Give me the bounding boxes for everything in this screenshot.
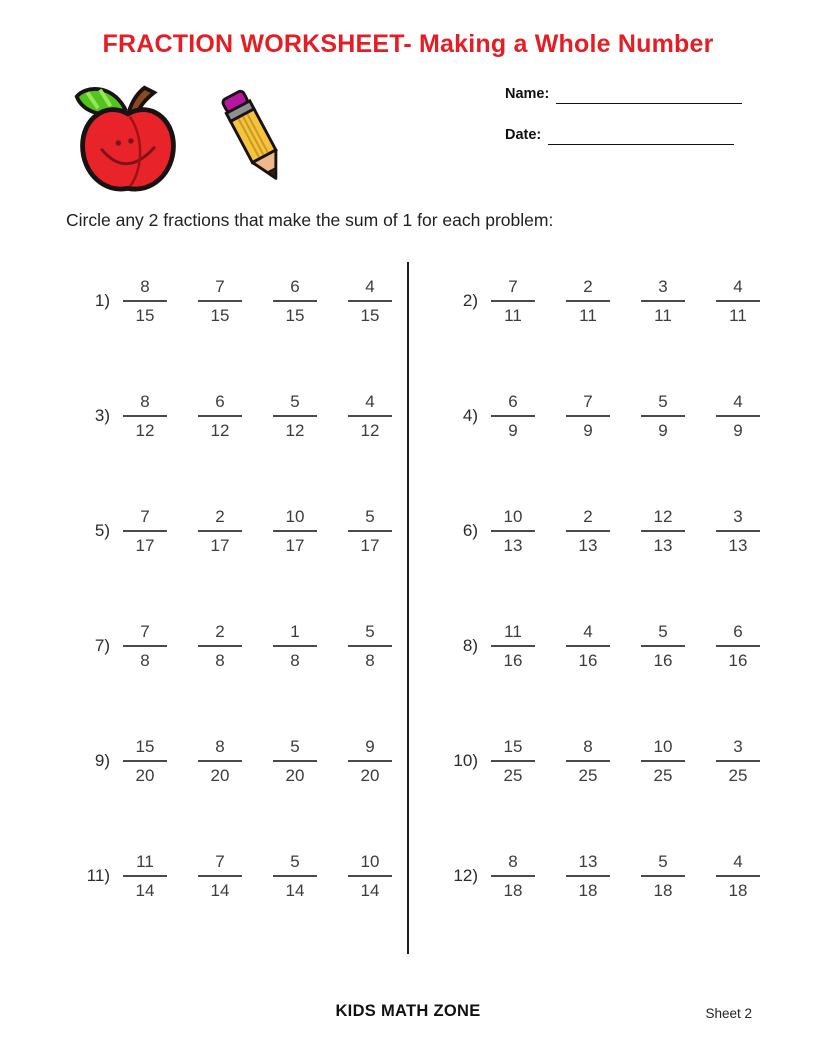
fraction-numerator: 12 [641,507,685,532]
fraction-denominator: 18 [653,880,673,900]
fraction[interactable] [123,507,167,555]
problem-number: 4) [462,406,478,425]
fraction-numerator: 8 [123,392,167,417]
fraction-denominator: 13 [728,535,748,555]
fraction-denominator: 11 [579,305,597,325]
fraction-denominator: 20 [285,765,305,785]
fraction-denominator: 20 [360,765,380,785]
fraction-numerator: 5 [273,737,317,762]
fraction-denominator: 25 [728,765,748,785]
fraction[interactable] [491,277,535,325]
problem-10 [432,732,760,790]
fraction-numerator: 15 [123,737,167,762]
fraction-numerator: 6 [491,392,535,417]
name-label: Name: [505,86,550,102]
fraction-numerator: 2 [198,507,242,532]
problem-number: 10) [453,751,478,770]
fraction-numerator: 7 [566,392,610,417]
problem-2 [432,272,760,330]
fraction-denominator: 8 [140,650,150,670]
fraction-denominator: 17 [135,535,155,555]
fraction-denominator: 9 [508,420,518,440]
fraction-numerator: 10 [273,507,317,532]
fraction-numerator: 13 [566,852,610,877]
fraction-numerator: 8 [198,737,242,762]
fraction[interactable] [641,622,685,670]
problem-7 [64,617,392,675]
fraction-numerator: 2 [566,507,610,532]
problem-3 [64,387,392,445]
fraction-numerator: 4 [716,277,760,302]
fraction-denominator: 15 [285,305,305,325]
apple-icon [68,82,188,198]
fraction-denominator: 18 [728,880,748,900]
fraction[interactable] [348,852,392,900]
fraction-numerator: 11 [491,622,535,647]
fraction[interactable] [273,277,317,325]
fraction[interactable] [491,392,535,440]
fraction[interactable] [641,277,685,325]
fraction[interactable] [123,392,167,440]
date-label: Date: [505,127,542,143]
problem-number: 3) [94,406,110,425]
fraction-numerator: 5 [348,622,392,647]
fraction[interactable] [348,507,392,555]
problem-number: 11) [86,866,110,885]
fraction-denominator: 16 [503,650,523,670]
fraction-denominator: 18 [503,880,523,900]
fraction-denominator: 18 [578,880,598,900]
fraction[interactable] [273,622,317,670]
pencil-icon [200,84,308,192]
fraction[interactable] [716,622,760,670]
fraction-denominator: 16 [728,650,748,670]
problem-11 [64,847,392,905]
fraction[interactable] [716,277,760,325]
fraction-numerator: 7 [198,277,242,302]
fraction-denominator: 16 [578,650,598,670]
brand-text: KIDS MATH ZONE [335,1002,481,1020]
fraction[interactable] [491,852,535,900]
fraction-numerator: 4 [716,392,760,417]
fraction-numerator: 4 [348,392,392,417]
fraction-numerator: 8 [566,737,610,762]
fraction[interactable] [348,392,392,440]
fraction-denominator: 11 [654,305,672,325]
fraction[interactable] [198,507,242,555]
fraction[interactable] [716,392,760,440]
fraction-numerator: 7 [198,852,242,877]
fraction-denominator: 12 [285,420,305,440]
fraction-denominator: 14 [135,880,155,900]
fraction-denominator: 15 [360,305,380,325]
fraction-denominator: 15 [135,305,155,325]
problem-number: 7) [94,636,110,655]
fraction[interactable] [716,507,760,555]
fraction-denominator: 25 [653,765,673,785]
fraction-denominator: 20 [210,765,230,785]
fraction[interactable] [641,852,685,900]
fraction-denominator: 16 [653,650,673,670]
fraction-numerator: 11 [123,852,167,877]
fraction[interactable] [198,277,242,325]
date-input-line[interactable] [548,127,734,145]
fraction[interactable] [641,392,685,440]
fraction[interactable] [123,852,167,900]
fraction[interactable] [198,622,242,670]
fraction[interactable] [491,622,535,670]
fraction[interactable] [348,737,392,785]
fraction-denominator: 25 [578,765,598,785]
fraction-numerator: 4 [566,622,610,647]
header-fields [505,86,742,145]
fraction[interactable] [123,622,167,670]
fraction[interactable] [198,852,242,900]
problem-number: 5) [94,521,110,540]
fraction-denominator: 13 [578,535,598,555]
fraction[interactable] [123,277,167,325]
fraction-numerator: 6 [198,392,242,417]
fraction[interactable] [198,737,242,785]
fraction-denominator: 13 [503,535,523,555]
fraction[interactable] [566,392,610,440]
fraction[interactable] [716,852,760,900]
fraction-denominator: 20 [135,765,155,785]
problem-12 [432,847,760,905]
fraction[interactable] [123,737,167,785]
name-field [505,86,742,104]
fraction-denominator: 9 [658,420,668,440]
fraction-numerator: 5 [641,622,685,647]
fraction-numerator: 1 [273,622,317,647]
sheet-number: Sheet 2 [705,1006,752,1021]
name-input-line[interactable] [556,86,742,104]
fraction-numerator: 4 [348,277,392,302]
fraction-numerator: 6 [716,622,760,647]
fraction-denominator: 14 [360,880,380,900]
date-field [505,127,742,145]
fraction-numerator: 8 [491,852,535,877]
problem-9 [64,732,392,790]
fraction[interactable] [641,737,685,785]
fraction[interactable] [348,622,392,670]
column-divider-line [407,262,409,954]
fraction[interactable] [716,737,760,785]
fraction[interactable] [348,277,392,325]
fraction[interactable] [491,737,535,785]
fraction-numerator: 5 [273,392,317,417]
problem-5 [64,502,392,560]
problem-number: 1) [94,291,110,310]
fraction-denominator: 9 [733,420,743,440]
fraction-numerator: 8 [123,277,167,302]
page-title: FRACTION WORKSHEET- Making a Whole Number [102,30,714,58]
fraction[interactable] [491,507,535,555]
fraction-denominator: 8 [365,650,375,670]
fraction[interactable] [566,507,610,555]
fraction[interactable] [566,737,610,785]
problem-1 [64,272,392,330]
fraction[interactable] [273,737,317,785]
fraction[interactable] [566,277,610,325]
problem-number: 8) [462,636,478,655]
fraction-numerator: 2 [198,622,242,647]
fraction[interactable] [198,392,242,440]
fraction[interactable] [641,507,685,555]
fraction-denominator: 25 [503,765,523,785]
problem-number: 12) [453,866,478,885]
fraction-numerator: 10 [348,852,392,877]
fraction-numerator: 10 [641,737,685,762]
problem-4 [432,387,760,445]
fraction-numerator: 3 [716,737,760,762]
fraction-numerator: 5 [641,852,685,877]
fraction-numerator: 7 [123,507,167,532]
fraction-numerator: 5 [273,852,317,877]
fraction-numerator: 10 [491,507,535,532]
fraction[interactable] [273,507,317,555]
fraction-denominator: 12 [210,420,230,440]
fraction-numerator: 3 [641,277,685,302]
fraction-denominator: 8 [215,650,225,670]
fraction-denominator: 17 [210,535,230,555]
fraction[interactable] [566,622,610,670]
problem-number: 2) [462,291,478,310]
fraction-denominator: 11 [504,305,522,325]
fraction-denominator: 11 [729,305,747,325]
fraction-denominator: 14 [285,880,305,900]
fraction-denominator: 17 [285,535,305,555]
fraction-denominator: 12 [135,420,155,440]
fraction-numerator: 4 [716,852,760,877]
instruction-text: Circle any 2 fractions that make the sum of 1 for each problem: [66,210,554,230]
problem-number: 6) [462,521,478,540]
problem-6 [432,502,760,560]
fraction-denominator: 12 [360,420,380,440]
fraction-denominator: 13 [653,535,673,555]
fraction-numerator: 6 [273,277,317,302]
fraction[interactable] [273,852,317,900]
problem-8 [432,617,760,675]
fraction-denominator: 14 [210,880,230,900]
fraction-numerator: 2 [566,277,610,302]
fraction-denominator: 15 [210,305,230,325]
fraction-numerator: 15 [491,737,535,762]
fraction-denominator: 17 [360,535,380,555]
fraction-denominator: 9 [583,420,593,440]
fraction[interactable] [566,852,610,900]
fraction-denominator: 8 [290,650,300,670]
problem-number: 9) [94,751,110,770]
fraction-numerator: 5 [641,392,685,417]
fraction-numerator: 5 [348,507,392,532]
fraction-numerator: 7 [491,277,535,302]
fraction-numerator: 3 [716,507,760,532]
fraction-numerator: 9 [348,737,392,762]
fraction-numerator: 7 [123,622,167,647]
fraction[interactable] [273,392,317,440]
